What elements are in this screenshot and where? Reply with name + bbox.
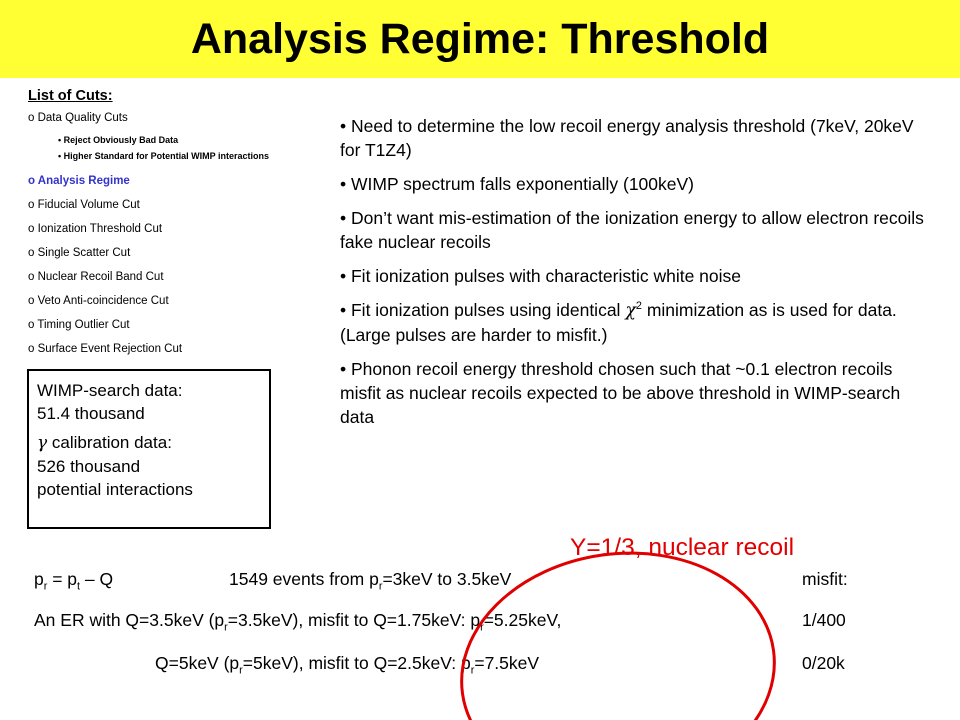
er5-middle: =5keV), misfit to Q=2.5keV: p [242,653,471,673]
bullet-wimp-spectrum: • WIMP spectrum falls exponentially (100keV) [340,174,694,194]
bullet-chi-squared-prefix: • Fit ionization pulses using identical [340,300,626,320]
er35-prefix: An ER with Q=3.5keV (p [34,610,225,630]
er35-suffix: =5.25keV, [483,610,562,630]
bullet-mis-estimation: • Don’t want mis-estimation of the ionization energy to allow electron recoils fake nuclear recoils [340,208,924,252]
er5-r-subscript-1: r [239,664,243,677]
gamma-symbol: γ [37,433,48,453]
equation-mid: = p [47,569,78,589]
gamma-calibration-unit: potential interactions [37,480,193,499]
er35-r-subscript-2: r [480,621,484,634]
bullet-list [340,114,932,439]
wimp-search-label: WIMP-search data: [37,381,183,400]
bullet-chi-squared-suffix: minimization as is used for data. (Large pulses are harder to misfit.) [340,300,897,345]
bullet-chi-squared [340,298,932,347]
bullet-phonon-threshold: • Phonon recoil energy threshold chosen such that ~0.1 electron recoils misfit as nuclear recoils expected to be above threshold in WIMP-search data [340,359,901,427]
wimp-search-data [37,379,261,425]
bullet-white-noise: • Fit ionization pulses with characteristic white noise [340,266,742,286]
bullet-threshold: • Need to determine the low recoil energy analysis threshold (7keV, 20keV for T1Z4) [340,116,914,160]
misfit-value-2: 0/20k [802,653,845,673]
cut-item: o Single Scatter Cut [28,247,131,259]
t-subscript: t [77,580,81,593]
slide-title: Analysis Regime: Threshold [190,15,770,63]
cut-item: o Ionization Threshold Cut [28,223,163,235]
events-r-subscript: r [378,580,383,593]
er5-suffix: =7.5keV [474,653,540,673]
er5-prefix: Q=5keV (p [155,653,240,673]
cut-item: • Higher Standard for Potential WIMP interactions [58,151,270,161]
events-prefix: 1549 events from p [229,569,379,589]
cut-item: o Timing Outlier Cut [28,319,130,331]
er35-middle: =3.5keV), misfit to Q=1.75keV: p [227,610,481,630]
er5-r-subscript-2: r [470,664,475,677]
misfit-header: misfit: [802,569,848,589]
data-summary-box [27,369,271,529]
equation-end: – Q [80,569,114,589]
gamma-calibration-count: 526 thousand [37,457,141,476]
chi-exponent: 2 [635,300,642,313]
chi-symbol: χ [625,301,636,321]
bottom-row-er-5 [155,651,539,675]
er35-r-subscript-1: r [224,621,228,634]
cut-item: o Surface Event Rejection Cut [28,343,183,355]
bottom-row-definition [34,567,113,591]
cut-item: o Nuclear Recoil Band Cut [28,271,164,283]
wimp-search-count: 51.4 thousand [37,404,145,423]
p-symbol: p [34,569,44,589]
misfit-value-1: 1/400 [802,610,846,630]
cut-item: o Veto Anti-coincidence Cut [28,295,169,307]
gamma-calibration-label: calibration data: [47,433,172,452]
cut-item: o Fiducial Volume Cut [28,199,140,211]
r-subscript: r [43,580,48,593]
gamma-calibration-data [37,431,261,501]
cut-item: • Reject Obviously Bad Data [58,135,179,145]
bottom-row-er-35 [34,608,561,632]
bottom-row-events [229,567,511,591]
cuts-list-heading: List of Cuts: [28,88,113,104]
cuts-list [28,88,328,355]
cut-item: o Data Quality Cuts [28,112,128,124]
nuclear-recoil-annotation: Y=1/3, nuclear recoil [570,534,795,561]
events-suffix: =3keV to 3.5keV [382,569,512,589]
cut-item: o Analysis Regime [28,175,130,187]
